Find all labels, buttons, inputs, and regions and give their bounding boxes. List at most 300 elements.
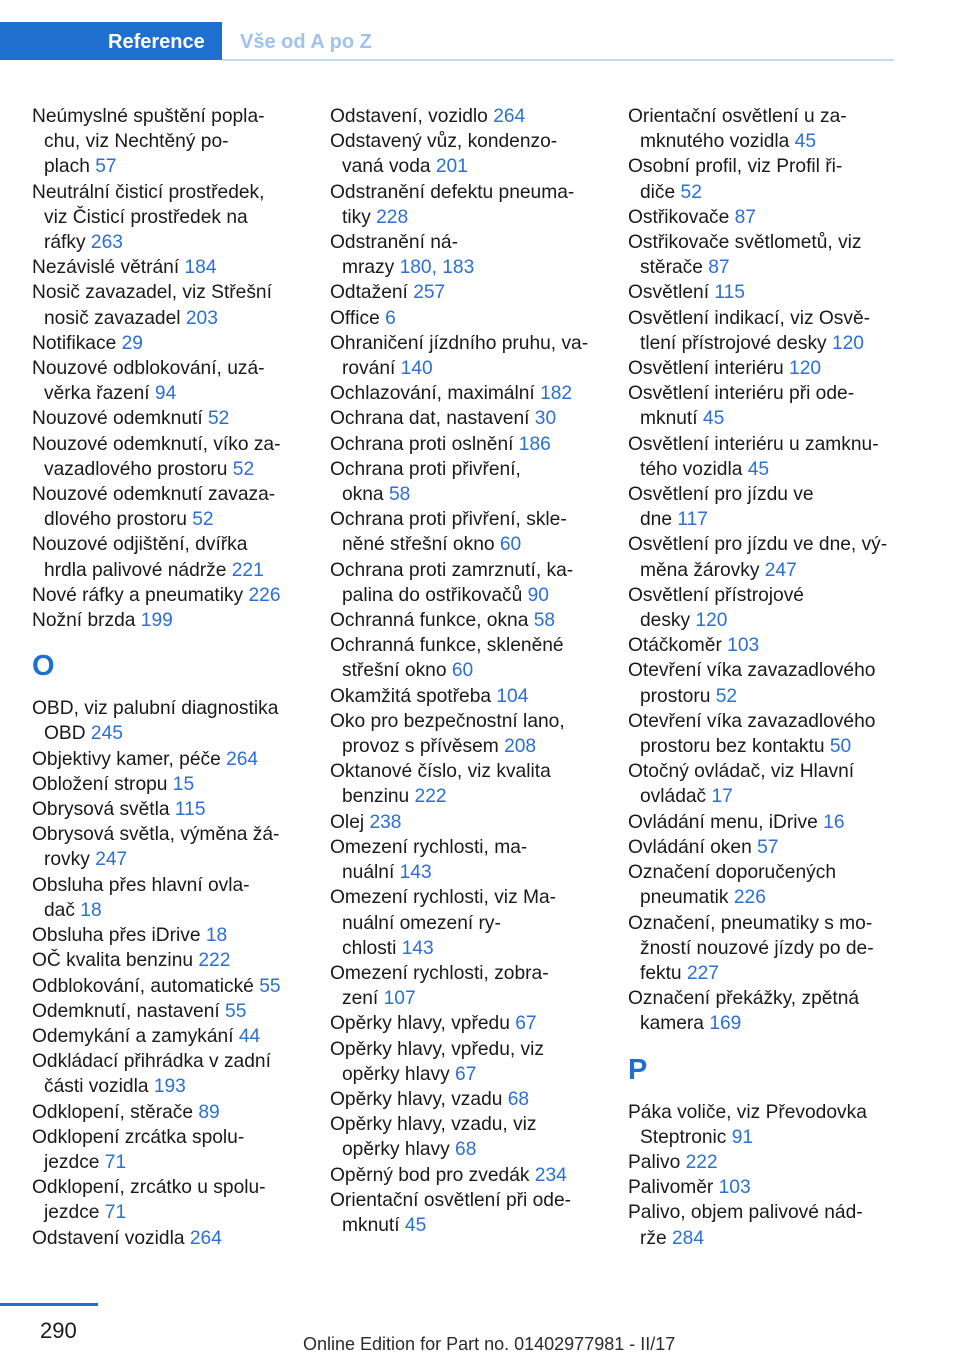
- entry-text: Odstranění defektu pneuma-: [330, 181, 575, 203]
- page-reference-link[interactable]: 45: [747, 458, 770, 480]
- page-reference-link[interactable]: 120: [789, 358, 822, 380]
- entry-text: Notifikace: [32, 332, 122, 354]
- entry-text: Odstranění ná-: [330, 232, 458, 254]
- entry-text: Otevření víka zavazadlového: [628, 660, 876, 682]
- page-reference-link[interactable]: 104: [496, 685, 529, 707]
- index-entry: [32, 1100, 302, 1125]
- page-reference-link[interactable]: 52: [192, 509, 214, 531]
- entry-text: nuální omezení ry-: [342, 912, 501, 934]
- page-reference-link[interactable]: 143: [399, 862, 432, 884]
- page-reference-link[interactable]: 55: [225, 1000, 247, 1022]
- index-entry: [32, 923, 302, 948]
- page-reference-link[interactable]: 182: [540, 383, 573, 405]
- index-entry: [32, 822, 302, 872]
- tab-all-a-to-z[interactable]: Vše od A po Z: [240, 31, 372, 53]
- page-reference-link[interactable]: 30: [534, 408, 557, 430]
- entry-text: Ochrana proti zamrznutí, ka-: [330, 559, 574, 581]
- entry-text: Odklopení, zrcátko u spolu-: [32, 1177, 266, 1199]
- index-entry: [330, 684, 600, 709]
- page-reference-link[interactable]: 29: [121, 332, 143, 354]
- entry-text: nosič zavazadel: [44, 307, 186, 329]
- entry-text: Ostřikovače: [628, 206, 735, 228]
- page-reference-link[interactable]: 284: [672, 1227, 705, 1249]
- entry-text: Nosič zavazadel, viz Střešní: [32, 282, 272, 304]
- entry-text: Označení překážky, zpětná: [628, 988, 860, 1010]
- entry-text: Odklopení, stěrače: [32, 1101, 199, 1123]
- index-entry: [628, 230, 898, 280]
- entry-text: žností nouzové jízdy po de-: [640, 937, 874, 959]
- index-entry: [32, 696, 302, 746]
- entry-text: rování: [342, 358, 401, 380]
- page-reference-link[interactable]: 222: [414, 786, 447, 808]
- page-reference-link[interactable]: 67: [455, 1063, 477, 1085]
- entry-text: Ochrana proti oslnění: [330, 433, 519, 455]
- entry-text: benzinu: [342, 786, 415, 808]
- entry-text: Nouzové odjištění, dvířka: [32, 534, 248, 556]
- page-reference-link[interactable]: 68: [507, 1088, 530, 1110]
- entry-text: jezdce: [44, 1202, 105, 1224]
- index-entry: [330, 432, 600, 457]
- page-reference-link[interactable]: 68: [455, 1139, 477, 1161]
- entry-text: Oktanové číslo, viz kvalita: [330, 761, 551, 783]
- index-entry: [330, 961, 600, 1011]
- entry-text: Ohraničení jízdního pruhu, va-: [330, 332, 589, 354]
- entry-text: měna žárovky: [640, 559, 765, 581]
- index-entry: [330, 1163, 600, 1188]
- entry-text: OČ kvalita benzinu: [32, 950, 199, 972]
- index-entry: [32, 482, 302, 532]
- index-entry: [628, 810, 898, 835]
- index-entry: [32, 797, 302, 822]
- entry-text: OBD, viz palubní diagnostika: [32, 698, 279, 720]
- index-entry: [32, 331, 302, 356]
- entry-text: Omezení rychlosti, zobra-: [330, 962, 549, 984]
- page-reference-link[interactable]: 103: [727, 635, 760, 657]
- entry-text: Steptronic: [640, 1126, 732, 1148]
- index-entry: [628, 835, 898, 860]
- index-entry: [32, 1175, 302, 1225]
- index-entry: [628, 280, 898, 305]
- page-reference-link[interactable]: 44: [238, 1025, 261, 1047]
- index-entry: [32, 432, 302, 482]
- page-reference-link[interactable]: 57: [757, 836, 779, 858]
- page-reference-link[interactable]: 50: [829, 736, 852, 758]
- index-entry: [32, 180, 302, 256]
- index-entry: [330, 1011, 600, 1036]
- entry-text: Ovládání menu, iDrive: [628, 811, 824, 833]
- page-reference-link[interactable]: 103: [718, 1177, 751, 1199]
- page-reference-link[interactable]: 58: [388, 484, 411, 506]
- entry-text: Označení, pneumatiky s mo-: [628, 912, 873, 934]
- page-reference-link[interactable]: 57: [95, 156, 117, 178]
- entry-text: Ochrana dat, nastavení: [330, 408, 535, 430]
- entry-text: Nožní brzda: [32, 610, 141, 632]
- index-entry: [32, 280, 302, 330]
- entry-text: věrka řazení: [44, 383, 155, 405]
- entry-text: mknutí: [342, 1214, 405, 1236]
- page-reference-link[interactable]: 226: [248, 584, 281, 606]
- entry-text: Odblokování, automatické: [32, 975, 260, 997]
- entry-text: Neúmyslné spuštění popla-: [32, 106, 265, 127]
- entry-text: mknutého vozidla: [640, 131, 795, 153]
- page-reference-link[interactable]: 247: [764, 559, 797, 581]
- entry-text: rovky: [44, 849, 96, 871]
- index-entry: [330, 759, 600, 809]
- page-reference-link[interactable]: 107: [383, 988, 416, 1010]
- entry-text: Okamžitá spotřeba: [330, 685, 497, 707]
- entry-text: Odtažení: [330, 282, 414, 304]
- page-reference-link[interactable]: 18: [80, 899, 102, 921]
- index-entry: [628, 1200, 898, 1250]
- entry-text: chu, viz Nechtěný po-: [44, 131, 229, 153]
- index-entry: [330, 457, 600, 507]
- page-reference-link[interactable]: 226: [733, 887, 766, 909]
- index-entry: [32, 974, 302, 999]
- entry-text: okna: [342, 484, 389, 506]
- entry-text: plach: [44, 156, 96, 178]
- index-entry: [330, 406, 600, 431]
- index-entry: [628, 1150, 898, 1175]
- index-entry: [330, 129, 600, 179]
- entry-text: Osvětlení přístrojové: [628, 584, 804, 606]
- index-entry: [628, 583, 898, 633]
- index-entry: [32, 255, 302, 280]
- index-entry: [330, 381, 600, 406]
- entry-text: prostoru: [640, 685, 716, 707]
- entry-text: ovládač: [640, 786, 712, 808]
- index-entry: [32, 583, 302, 608]
- entry-text: střešní okno: [342, 660, 452, 682]
- entry-text: vazadlového prostoru: [44, 458, 233, 480]
- index-entry: [628, 709, 898, 759]
- entry-text: Odstavení, vozidlo: [330, 106, 494, 127]
- footer-divider: [0, 1303, 98, 1306]
- page-reference-link[interactable]: 201: [435, 156, 468, 178]
- index-entry: [32, 1049, 302, 1099]
- index-entry: [32, 356, 302, 406]
- page-reference-link[interactable]: 264: [493, 106, 526, 127]
- index-entry: [628, 104, 898, 154]
- index-entry: [32, 406, 302, 431]
- page-reference-link[interactable]: 52: [208, 408, 230, 430]
- entry-text: tlení přístrojové desky: [640, 332, 832, 354]
- entry-text: Odkládací přihrádka v zadní: [32, 1051, 271, 1073]
- edition-footer: Online Edition for Part no. 01402977981 - II/17: [303, 1334, 676, 1354]
- entry-text: tého vozidla: [640, 458, 748, 480]
- entry-text: Osvětlení interiéru při ode-: [628, 383, 855, 405]
- page-reference-link[interactable]: 16: [823, 811, 845, 833]
- page-reference-link[interactable]: 263: [90, 232, 123, 254]
- index-entry: [330, 331, 600, 381]
- page-reference-link[interactable]: 60: [451, 660, 474, 682]
- entry-text: Omezení rychlosti, ma-: [330, 836, 528, 858]
- entry-text: fektu: [640, 962, 687, 984]
- entry-text: Opěrný bod pro zvedák: [330, 1164, 535, 1186]
- index-entry: [32, 1125, 302, 1175]
- entry-text: desky: [640, 610, 696, 632]
- index-entry: [32, 772, 302, 797]
- entry-text: Otáčkoměr: [628, 635, 728, 657]
- entry-text: Palivo: [628, 1151, 686, 1173]
- index-column-3: [628, 104, 898, 1251]
- entry-text: rže: [640, 1227, 672, 1249]
- index-entry: [330, 709, 600, 759]
- section-letter: P: [628, 1053, 648, 1086]
- page-reference-link[interactable]: 45: [404, 1214, 427, 1236]
- entry-text: mrazy: [342, 257, 400, 279]
- entry-text: Ochrana proti přivření, skle-: [330, 509, 567, 531]
- page-reference-link[interactable]: 87: [734, 206, 756, 228]
- page-reference-link[interactable]: 115: [714, 282, 745, 304]
- entry-text: Palivo, objem palivové nád-: [628, 1202, 863, 1224]
- index-entry: [32, 608, 302, 633]
- entry-text: provoz s přívěsem: [342, 736, 505, 758]
- index-entry: [330, 104, 600, 129]
- page-reference-link[interactable]: 222: [685, 1151, 718, 1173]
- entry-text: Neutrální čisticí prostředek,: [32, 181, 265, 203]
- page-reference-link[interactable]: 45: [794, 131, 816, 153]
- entry-text: ráfky: [44, 232, 91, 254]
- page-reference-link[interactable]: 238: [369, 811, 402, 833]
- index-entry: [330, 306, 600, 331]
- entry-text: Ochrana proti přivření,: [330, 458, 521, 480]
- entry-text: Oko pro bezpečnostní lano,: [330, 710, 565, 732]
- entry-text: Omezení rychlosti, viz Ma-: [330, 887, 557, 909]
- index-entry: [330, 1112, 600, 1162]
- page-reference-link[interactable]: 15: [172, 773, 195, 795]
- page-reference-link[interactable]: 264: [226, 748, 259, 770]
- entry-text: Ovládání oken: [628, 836, 758, 858]
- page-reference-link[interactable]: 115: [174, 799, 206, 821]
- entry-text: palina do ostřikovačů: [342, 584, 528, 606]
- entry-text: prostoru bez kontaktu: [640, 736, 830, 758]
- entry-text: Olej: [330, 811, 370, 833]
- page-reference-link[interactable]: 17: [711, 786, 733, 808]
- entry-text: Ochranná funkce, skleněné: [330, 635, 564, 657]
- entry-text: Otočný ovládač, viz Hlavní: [628, 761, 855, 783]
- index-entry: [628, 432, 898, 482]
- index-entry: [628, 1100, 898, 1150]
- index-entry: [330, 1087, 600, 1112]
- page-reference-link[interactable]: 18: [205, 925, 228, 947]
- entry-text: Nezávislé větrání: [32, 257, 185, 279]
- page-reference-link[interactable]: 257: [413, 282, 446, 304]
- page-reference-link[interactable]: 52: [680, 181, 702, 203]
- entry-text: dač: [44, 899, 81, 921]
- page-reference-link[interactable]: 169: [709, 1013, 742, 1035]
- page-reference-link[interactable]: 222: [198, 950, 231, 972]
- page-reference-link[interactable]: 208: [504, 736, 537, 758]
- entry-text: Office: [330, 307, 386, 329]
- index-entry: [32, 1024, 302, 1049]
- entry-text: Ochlazování, maximální: [330, 383, 541, 405]
- entry-text: jezdce: [44, 1151, 105, 1173]
- entry-text: Osvětlení: [628, 282, 715, 304]
- index-entry: [628, 154, 898, 204]
- entry-text: Odstavení vozidla: [32, 1227, 190, 1249]
- page-reference-link[interactable]: 89: [198, 1101, 220, 1123]
- index-entry: [32, 104, 302, 180]
- entry-text: Orientační osvětlení u za-: [628, 106, 847, 127]
- entry-text: OBD: [44, 723, 91, 745]
- index-entry: [628, 356, 898, 381]
- index-entry: [628, 532, 898, 582]
- entry-text: dlového prostoru: [44, 509, 193, 531]
- index-entry: [32, 999, 302, 1024]
- page-reference-link[interactable]: 203: [185, 307, 218, 329]
- page-reference-link[interactable]: 186: [518, 433, 551, 455]
- page-reference-link[interactable]: 264: [189, 1227, 222, 1249]
- entry-text: opěrky hlavy: [342, 1139, 456, 1161]
- index-entry: [628, 658, 898, 708]
- index-entry: [330, 608, 600, 633]
- entry-text: Nouzové odblokování, uzá-: [32, 358, 265, 380]
- index-entry: [32, 1226, 302, 1251]
- index-entry: [32, 873, 302, 923]
- entry-text: Odemknutí, nastavení: [32, 1000, 226, 1022]
- index-entry: [330, 507, 600, 557]
- entry-text: Obložení stropu: [32, 773, 173, 795]
- entry-text: Palivoměr: [628, 1177, 719, 1199]
- index-entry: [330, 885, 600, 961]
- page-reference-link[interactable]: 60: [499, 534, 522, 556]
- index-entry: [330, 1188, 600, 1238]
- page-reference-link[interactable]: 199: [140, 610, 173, 632]
- page-reference-link[interactable]: 6: [385, 307, 396, 329]
- entry-text: Nouzové odemknutí, víko za-: [32, 433, 281, 455]
- page-reference-link[interactable]: 120: [695, 610, 728, 632]
- entry-text: Označení doporučených: [628, 862, 836, 884]
- entry-text: Obsluha přes iDrive: [32, 925, 206, 947]
- page-reference-link[interactable]: 55: [259, 975, 281, 997]
- entry-text: Nouzové odemknutí zavaza-: [32, 484, 276, 506]
- page-reference-link[interactable]: 94: [154, 383, 177, 405]
- tab-reference[interactable]: Reference: [0, 22, 222, 60]
- page-reference-link[interactable]: 87: [708, 257, 730, 279]
- index-entry: [32, 747, 302, 772]
- entry-text: Osvětlení pro jízdu ve dne, vý-: [628, 534, 888, 556]
- entry-text: Osvětlení pro jízdu ve: [628, 484, 814, 506]
- entry-text: chlosti: [342, 937, 402, 959]
- index-entry: [330, 558, 600, 608]
- entry-text: Objektivy kamer, péče: [32, 748, 227, 770]
- entry-text: Osobní profil, viz Profil ři-: [628, 156, 843, 178]
- entry-text: Odklopení zrcátka spolu-: [32, 1126, 245, 1148]
- page-reference-link[interactable]: 245: [90, 723, 123, 745]
- index-entry: [628, 911, 898, 987]
- index-entry: [628, 381, 898, 431]
- index-column-1: [32, 104, 302, 1251]
- entry-text: Opěrky hlavy, vpředu, viz: [330, 1038, 544, 1060]
- page-reference-link[interactable]: 52: [715, 685, 738, 707]
- entry-text: Obrysová světla, výměna žá-: [32, 824, 280, 846]
- index-entry: [330, 810, 600, 835]
- entry-text: Nouzové odemknutí: [32, 408, 208, 430]
- page-reference-link[interactable]: 117: [677, 509, 708, 531]
- index-entry: [628, 482, 898, 532]
- index-entry: [628, 633, 898, 658]
- page-reference-link[interactable]: 90: [527, 584, 549, 606]
- index-entry: [330, 180, 600, 230]
- page-reference-link[interactable]: 71: [104, 1151, 127, 1173]
- entry-text: Páka voliče, viz Převodovka: [628, 1101, 867, 1123]
- index-entry: [628, 759, 898, 809]
- page-reference-link[interactable]: 67: [515, 1013, 537, 1035]
- page-reference-link[interactable]: 221: [231, 559, 264, 581]
- entry-text: Osvětlení interiéru: [628, 358, 790, 380]
- entry-text: zení: [342, 988, 384, 1010]
- index-entry: [628, 860, 898, 910]
- entry-text: kamera: [640, 1013, 710, 1035]
- page-reference-link[interactable]: 180, 183: [399, 257, 475, 279]
- entry-text: Opěrky hlavy, vzadu: [330, 1088, 508, 1110]
- page-reference-link[interactable]: 91: [731, 1126, 754, 1148]
- index-entry: [628, 1175, 898, 1200]
- index-entry: [628, 205, 898, 230]
- entry-text: Odstavený vůz, kondenzo-: [330, 131, 558, 153]
- page-reference-link[interactable]: 71: [104, 1202, 127, 1224]
- page-reference-link[interactable]: 143: [401, 937, 434, 959]
- page-reference-link[interactable]: 227: [686, 962, 719, 984]
- page-reference-link[interactable]: 45: [702, 408, 725, 430]
- page-reference-link[interactable]: 120: [831, 332, 864, 354]
- page-reference-link[interactable]: 184: [184, 257, 217, 279]
- entry-text: Odemykání a zamykání: [32, 1025, 239, 1047]
- top-bar: [0, 0, 960, 62]
- page-reference-link[interactable]: 234: [534, 1164, 567, 1186]
- entry-text: Otevření víka zavazadlového: [628, 710, 876, 732]
- index-column-2: [330, 104, 600, 1238]
- entry-text: Osvětlení interiéru u zamknu-: [628, 433, 879, 455]
- index-entry: [32, 532, 302, 582]
- entry-text: Ochranná funkce, okna: [330, 610, 534, 632]
- entry-text: Osvětlení indikací, viz Osvě-: [628, 307, 871, 329]
- entry-text: Ostřikovače světlometů, viz: [628, 232, 862, 254]
- index-entry: [330, 633, 600, 683]
- entry-text: Orientační osvětlení při ode-: [330, 1189, 572, 1211]
- entry-text: Obrysová světla: [32, 799, 175, 821]
- entry-text: nuální: [342, 862, 400, 884]
- page-reference-link[interactable]: 228: [376, 206, 409, 228]
- entry-text: stěrače: [640, 257, 709, 279]
- index-entry: [330, 1037, 600, 1087]
- index-entry: [330, 280, 600, 305]
- entry-text: něné střešní okno: [342, 534, 500, 556]
- index-entry: [330, 835, 600, 885]
- entry-text: viz Čisticí prostředek na: [44, 206, 248, 228]
- entry-text: dne: [640, 509, 678, 531]
- entry-text: tiky: [342, 206, 377, 228]
- header-divider: [222, 59, 894, 61]
- entry-text: diče: [640, 181, 681, 203]
- entry-text: části vozidla: [44, 1076, 154, 1098]
- page-reference-link[interactable]: 247: [95, 849, 128, 871]
- section-letter: O: [32, 650, 55, 683]
- entry-text: vaná voda: [342, 156, 436, 178]
- entry-text: opěrky hlavy: [342, 1063, 456, 1085]
- page-reference-link[interactable]: 58: [533, 610, 556, 632]
- entry-text: Opěrky hlavy, vpředu: [330, 1013, 516, 1035]
- entry-text: mknutí: [640, 408, 703, 430]
- page-reference-link[interactable]: 193: [153, 1076, 186, 1098]
- entry-text: hrdla palivové nádrže: [44, 559, 232, 581]
- page-number: 290: [40, 1318, 77, 1343]
- entry-text: Nové ráfky a pneumatiky: [32, 584, 249, 606]
- page-reference-link[interactable]: 52: [232, 458, 255, 480]
- page-reference-link[interactable]: 140: [400, 358, 433, 380]
- index-entry: [330, 230, 600, 280]
- index-entry: [628, 306, 898, 356]
